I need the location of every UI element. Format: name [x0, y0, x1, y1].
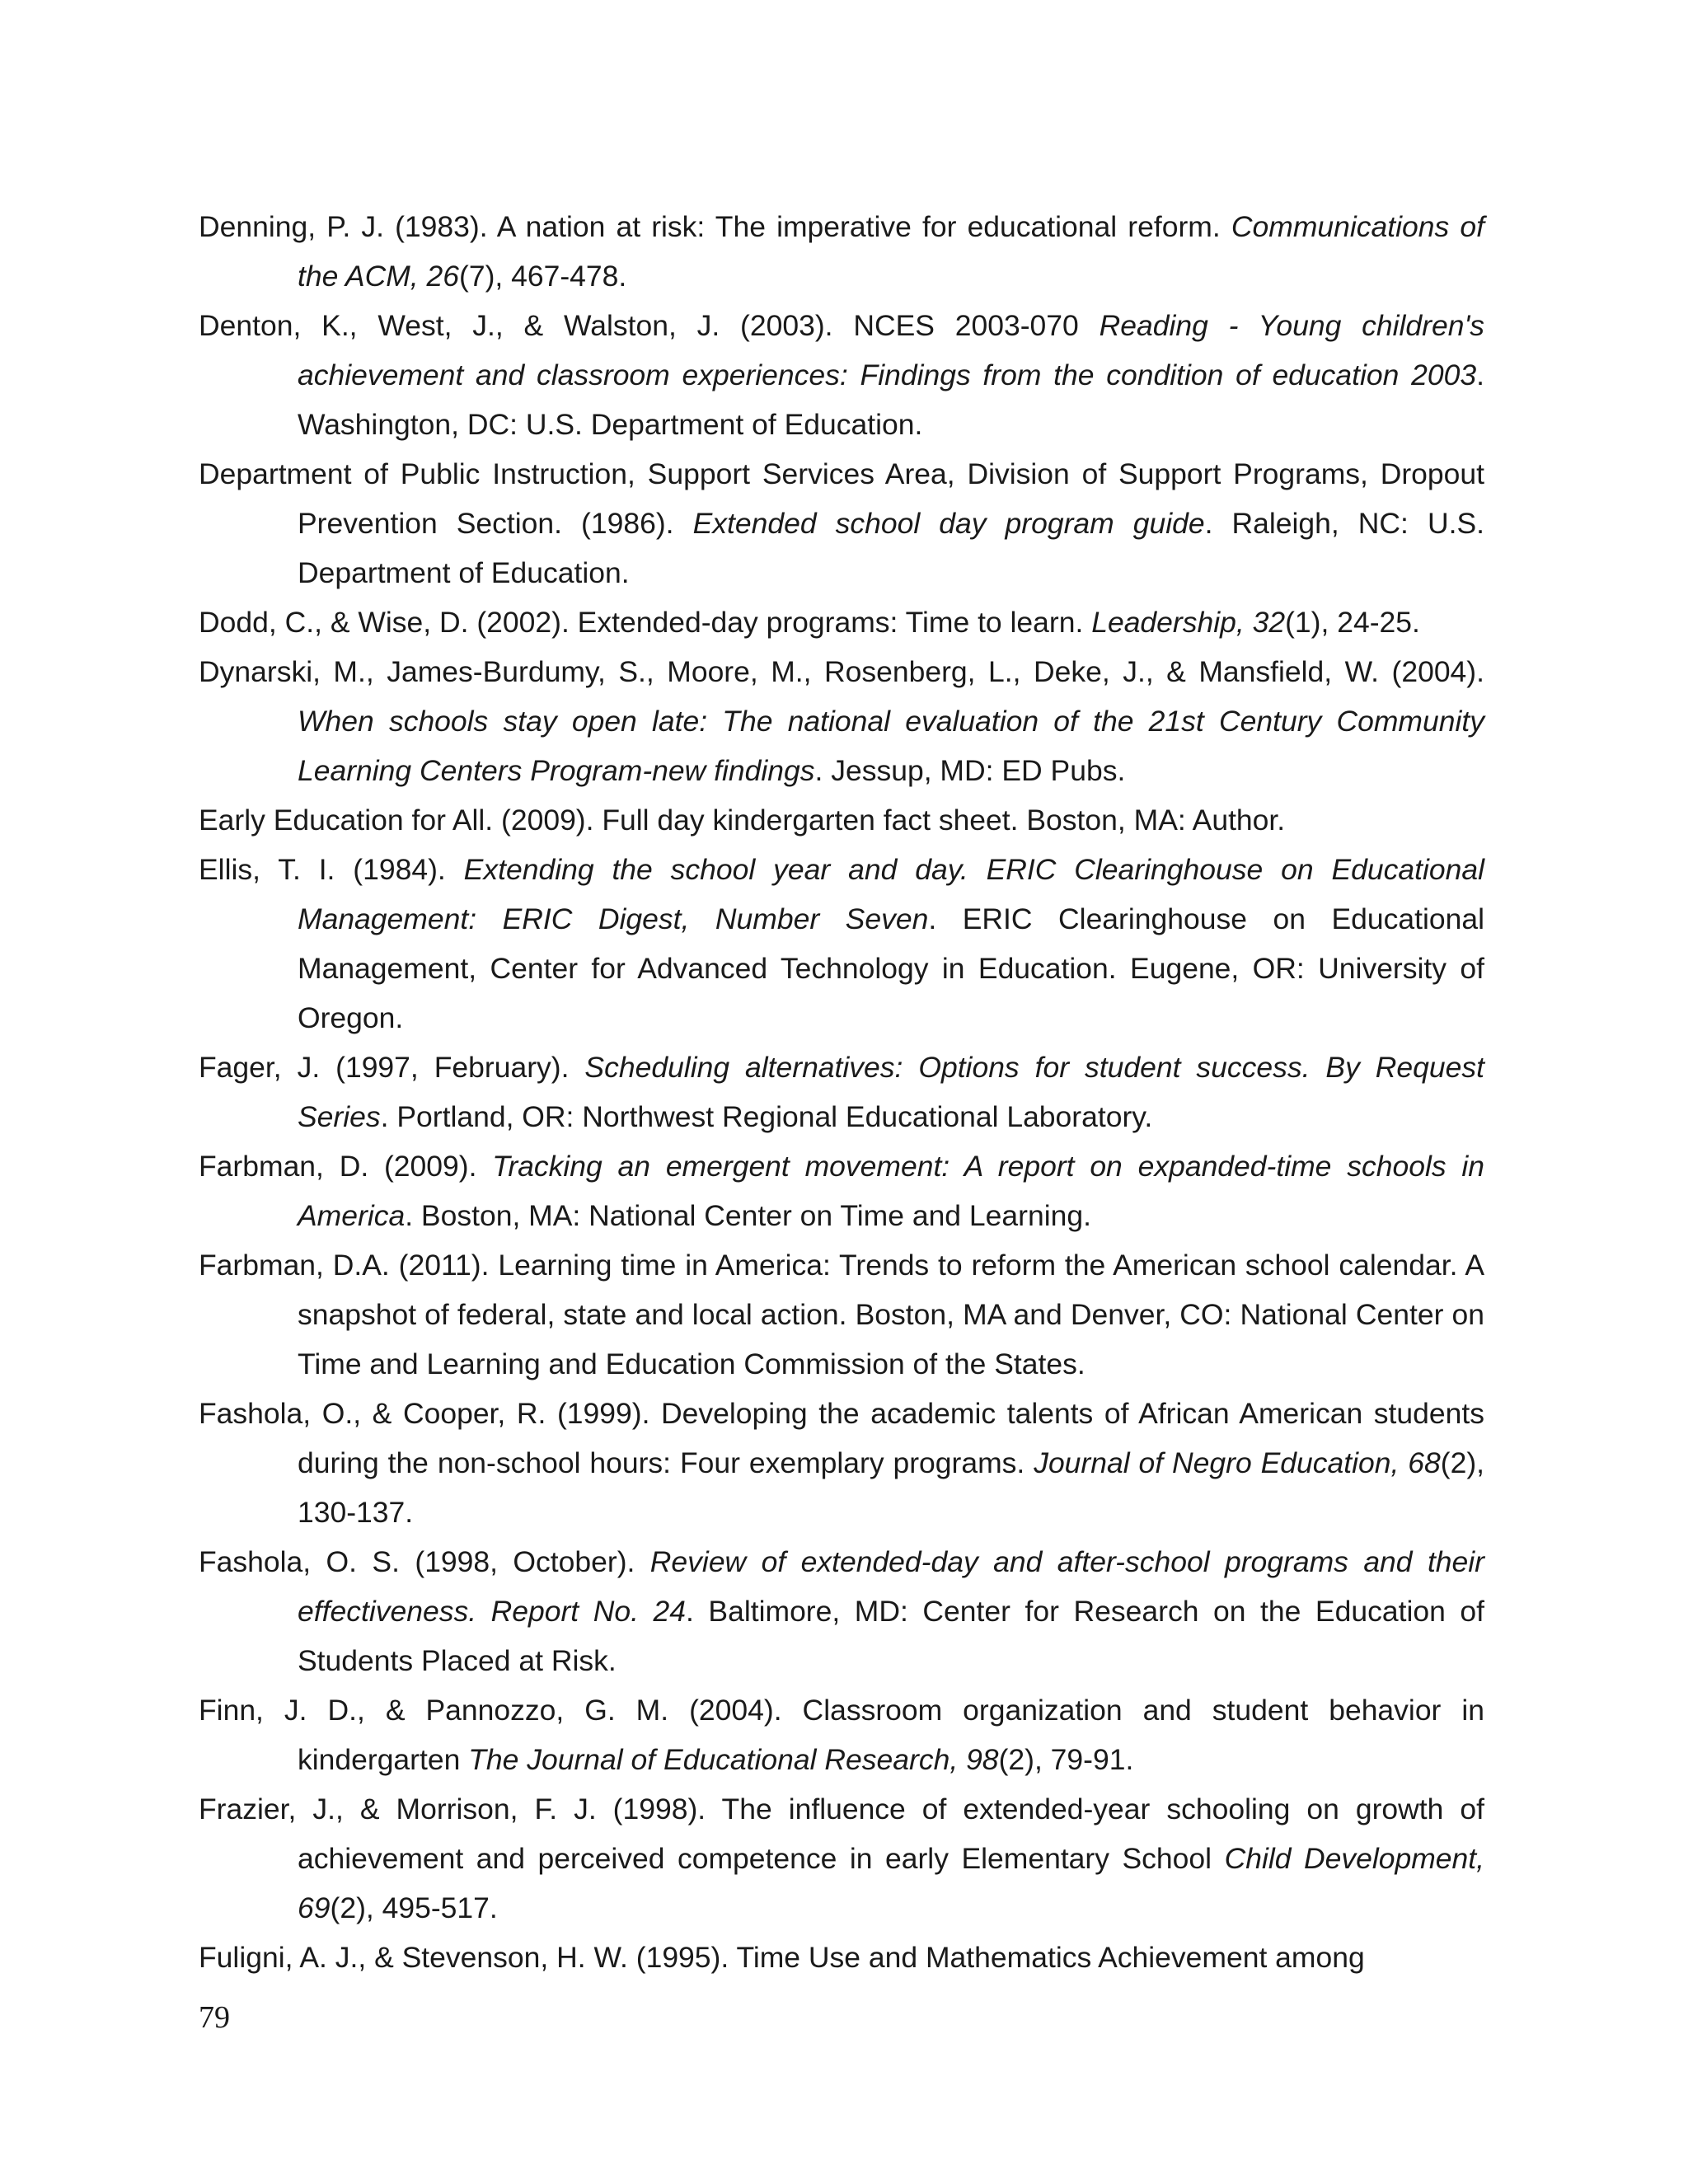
reference-entry: Finn, J. D., & Pannozzo, G. M. (2004). Classroom organization and student behavior in kindergarten The Journal of Educational Research, 98(2), 79-91.: [199, 1694, 1484, 1776]
reference-list: [199, 202, 1484, 1982]
reference-entry: Denning, P. J. (1983). A nation at risk: The imperative for educational reform. Communications of the ACM, 26(7), 467-478.: [199, 210, 1484, 293]
reference-entry: Dynarski, M., James-Burdumy, S., Moore, M., Rosenberg, L., Deke, J., & Mansfield, W. (2004). When schools stay open late: The national evaluation of the 21st Century Community Learning Centers Program-new findings. Jessup, MD: ED Pubs.: [199, 655, 1484, 787]
reference-entry: Fashola, O. S. (1998, October). Review of extended-day and after-school programs and their effectiveness. Report No. 24. Baltimore, MD: Center for Research on the Education of Students Placed at Risk.: [199, 1545, 1485, 1677]
reference-entry: Dodd, C., & Wise, D. (2002). Extended-day programs: Time to learn. Leadership, 32(1), 24-25.: [199, 606, 1420, 639]
reference-entry: Fuligni, A. J., & Stevenson, H. W. (1995). Time Use and Mathematics Achievement among: [199, 1941, 1365, 1974]
reference-entry: Fashola, O., & Cooper, R. (1999). Developing the academic talents of African American students during the non-school hours: Four exemplary programs. Journal of Negro Education, 68(2), 130-137.: [199, 1397, 1484, 1529]
page-number: 79: [199, 2000, 230, 2035]
reference-entry: Frazier, J., & Morrison, F. J. (1998). The influence of extended-year schooling on growth of achievement and perceived competence in early Elementary School Child Development, 69(2), 495-517.: [199, 1793, 1484, 1924]
reference-entry: Early Education for All. (2009). Full day kindergarten fact sheet. Boston, MA: Author.: [199, 804, 1286, 837]
reference-entry: Farbman, D.A. (2011). Learning time in America: Trends to reform the American school calendar. A snapshot of federal, state and local action. Boston, MA and Denver, CO: National Center on Time and Learning and Education Commission of the States.: [199, 1249, 1484, 1380]
reference-entry: Department of Public Instruction, Support Services Area, Division of Support Programs, Dropout Prevention Section. (1986). Extended school day program guide. Raleigh, NC: U.S. Department of Education.: [199, 457, 1484, 589]
reference-entry: Fager, J. (1997, February). Scheduling alternatives: Options for student success. By Request Series. Portland, OR: Northwest Regional Educational Laboratory.: [199, 1051, 1484, 1133]
reference-entry: Ellis, T. I. (1984). Extending the school year and day. ERIC Clearinghouse on Educational Management: ERIC Digest, Number Seven. ERIC Clearinghouse on Educational Management, Center for Advanced Technology in Education. Eugene, OR: University of Oregon.: [199, 853, 1485, 1034]
reference-entry: Denton, K., West, J., & Walston, J. (2003). NCES 2003-070 Reading - Young children's achievement and classroom experiences: Findings from the condition of education 2003. Washington, DC: U.S. Department of Education.: [199, 309, 1484, 441]
reference-entry: Farbman, D. (2009). Tracking an emergent movement: A report on expanded-time schools in America. Boston, MA: National Center on Time and Learning.: [199, 1150, 1485, 1232]
